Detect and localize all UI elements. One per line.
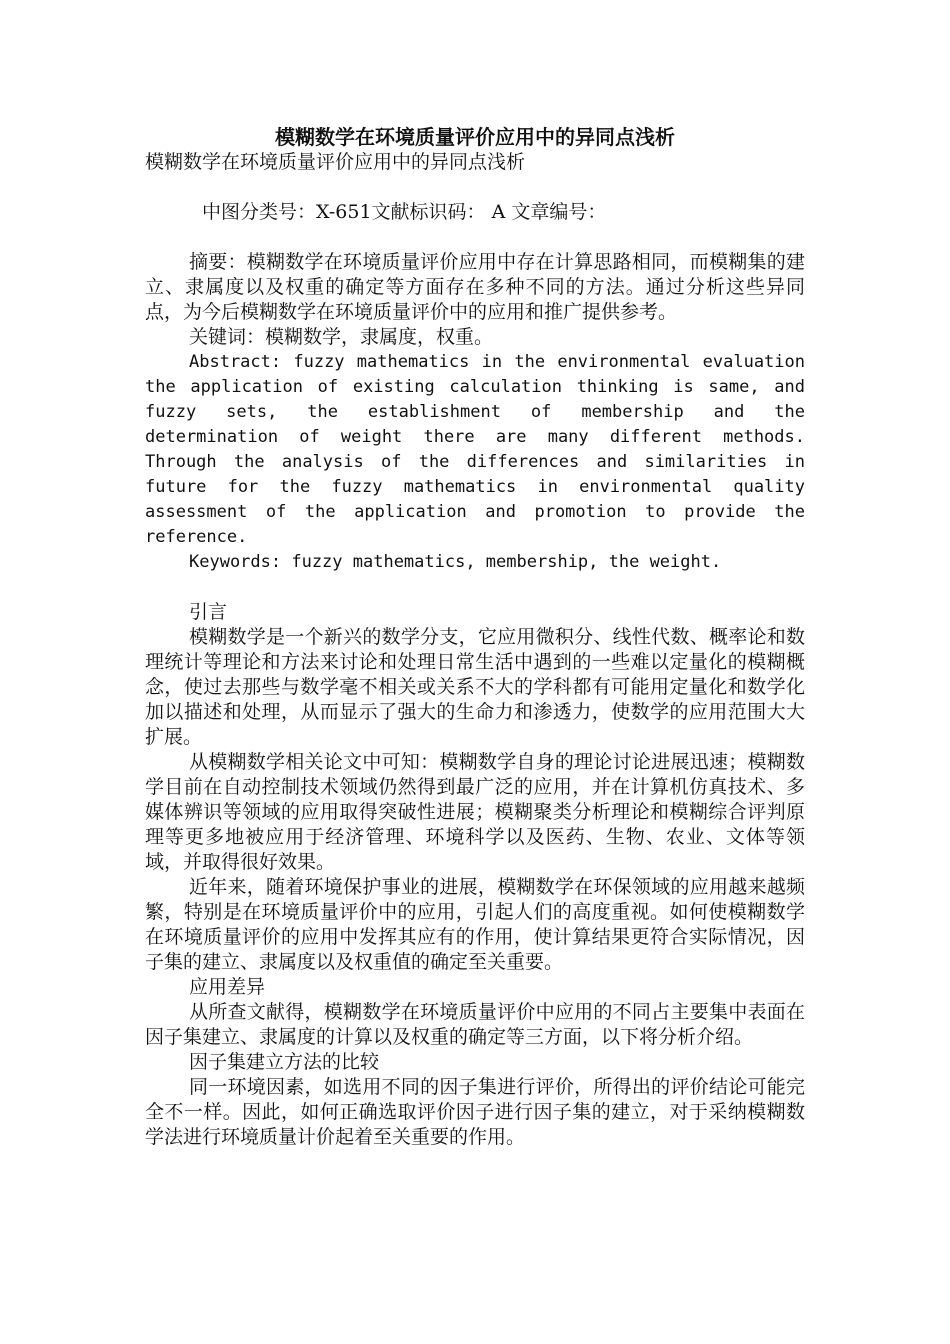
keywords-cn: 关键词：模糊数学，隶属度，权重。 <box>189 326 494 348</box>
section-heading-differences: 应用差异 <box>189 976 266 998</box>
document-body <box>145 150 805 1150</box>
document-subtitle: 模糊数学在环境质量评价应用中的异同点浅析 <box>145 151 526 173</box>
blank-line <box>145 575 805 600</box>
intro-paragraph-1: 模糊数学是一个新兴的数学分支，它应用微积分、线性代数、概率论和数理统计等理论和方法来讨论和处理日常生活中遇到的一些难以定量化的模糊概念，使过去那些与数学毫不相关或关系不大的学科都有可能用定量化和数学化加以描述和处理，从而显示了强大的生命力和渗透力，使数学的应用范围大大扩展。 <box>145 626 805 748</box>
blank-line <box>145 175 805 200</box>
section-heading-factor-set: 因子集建立方法的比较 <box>189 1051 380 1073</box>
keywords-en: Keywords: fuzzy mathematics, membership, the weight. <box>189 552 722 572</box>
differences-paragraph-1: 从所查文献得，模糊数学在环境质量评价中应用的不同占主要集中表面在因子集建立、隶属度的计算以及权重的确定等三方面，以下将分析介绍。 <box>145 1001 805 1048</box>
classification-line: 中图分类号：X-651文献标识码： A 文章编号： <box>202 201 607 223</box>
abstract-en: Abstract: fuzzy mathematics in the environmental evaluation the application of existing calculation thinking is same, and fuzzy sets, the establishment of membership and the determination of weight there are many different methods. Through the analysis of the differences and similarities in future for the fuzzy mathematics in environmental quality assessment of the application and promotion to provide the reference. <box>145 352 805 547</box>
section-heading-intro: 引言 <box>189 601 228 623</box>
intro-paragraph-2: 从模糊数学相关论文中可知：模糊数学自身的理论讨论进展迅速；模糊数学目前在自动控制技术领域仍然得到最广泛的应用，并在计算机仿真技术、多媒体辨识等领域的应用取得突破性进展；模糊聚类分析理论和模糊综合评判原理等更多地被应用于经济管理、环境科学以及医药、生物、农业、文体等领域，并取得很好效果。 <box>145 751 805 873</box>
intro-paragraph-3: 近年来，随着环境保护事业的进展，模糊数学在环保领域的应用越来越频繁，特别是在环境质量评价中的应用，引起人们的高度重视。如何使模糊数学在环境质量评价的应用中发挥其应有的作用，使计算结果更符合实际情况，因子集的建立、隶属度以及权重值的确定至关重要。 <box>145 876 805 973</box>
blank-line <box>145 225 805 250</box>
document-title: 模糊数学在环境质量评价应用中的异同点浅析 <box>275 125 675 149</box>
abstract-cn: 摘要：模糊数学在环境质量评价应用中存在计算思路相同，而模糊集的建立、隶属度以及权重的确定等方面存在多种不同的方法。通过分析这些异同点，为今后模糊数学在环境质量评价中的应用和推广提供参考。 <box>145 251 805 323</box>
factor-set-paragraph-1: 同一环境因素，如选用不同的因子集进行评价，所得出的评价结论可能完全不一样。因此，如何正确选取评价因子进行因子集的建立，对于采纳模糊数学法进行环境质量计价起着至关重要的作用。 <box>145 1076 805 1148</box>
